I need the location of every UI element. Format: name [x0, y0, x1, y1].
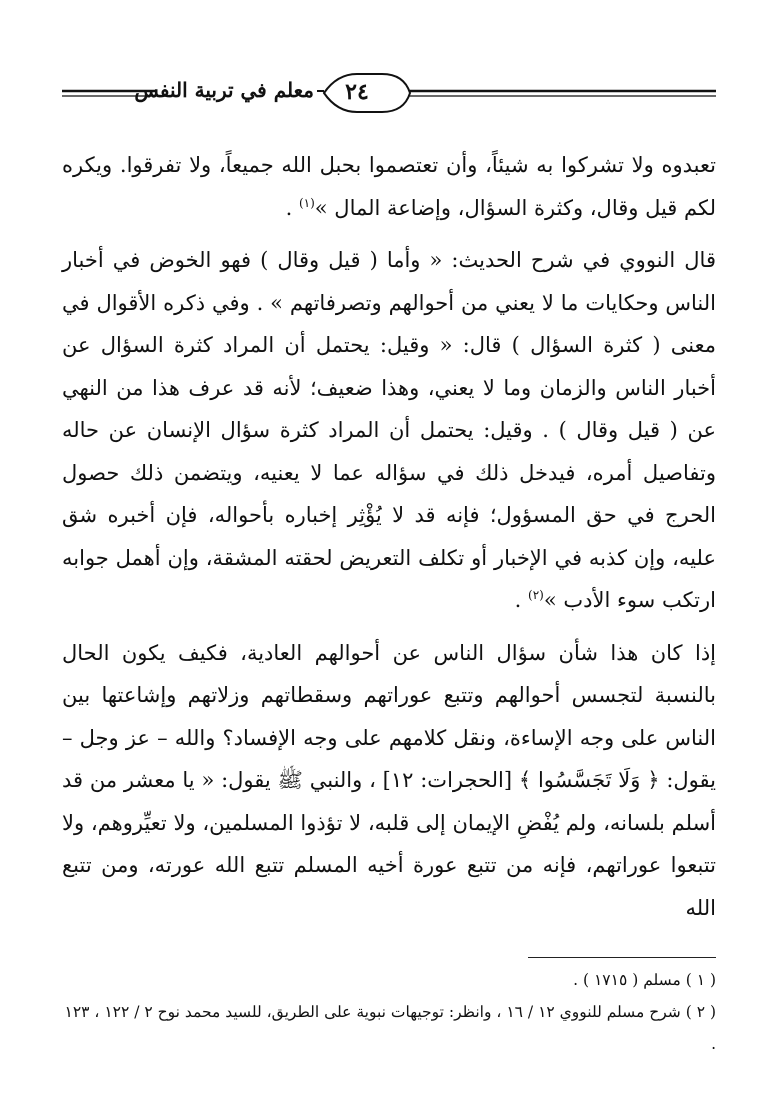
footnote-2: ( ٢ ) شرح مسلم للنووي ١٢ / ١٦ ، وانظر: توجيهات نبوية على الطريق، للسيد محمد نوح ٢ / ١٢٢ ، ١٢٣ . — [64, 1003, 716, 1053]
paragraph-tail: . — [514, 588, 528, 612]
paragraph-tail: . — [285, 195, 299, 220]
page-header — [62, 72, 716, 116]
footnote-divider — [528, 957, 716, 958]
paragraph-text: تعبدوه ولا تشركوا به شيئاً، وأن تعتصموا بحبل الله جميعاً، ولا تفرقوا. ويكره لكم قيل وقال، وكثرة السؤال، وإضاعة المال » — [62, 153, 716, 220]
paragraph-3 — [62, 632, 716, 930]
book-title: معلم في تربية النفس — [134, 78, 314, 102]
footnote-ref-2: (٢) — [528, 588, 544, 602]
paragraph-1 — [62, 144, 716, 229]
footnote-ref-1: (١) — [298, 195, 315, 210]
footnotes — [62, 964, 716, 1060]
footnote-1: ( ١ ) مسلم ( ١٧١٥ ) . — [573, 971, 716, 989]
page-number: ٢٤ — [345, 79, 369, 105]
paragraph-text: قال النووي في شرح الحديث: « وأما ( قيل وقال ) فهو الخوض في أخبار الناس وحكايات ما لا يعني من أحوالهم وتصرفاتهم » . وفي ذكره الأقوال في معنى ( كثرة السؤال ) قال: « وقيل: يحتمل أن المراد كثرة السؤال عن أخبار الناس والزمان وما لا يعني، وهذا ضعيف؛ لأنه قد عرف هذا من النهي عن ( قيل وقال ) . وقيل: يحتمل أن المراد كثرة سؤال الإنسان عن حاله وتفاصيل أمره، فيدخل ذلك في سؤاله عما لا يعنيه، ويتضمن ذلك حصول الحرج في حق المسؤول؛ فإنه قد لا يُؤْثِر إخباره بأحواله، فإن أخبره شق عليه، وإن كذبه في الإخبار أو تكلف التعريض لحقته المشقة، وإن أهمل جوابه ارتكب سوء الأدب » — [62, 248, 716, 612]
paragraph-2 — [62, 239, 716, 622]
main-text — [62, 144, 716, 929]
paragraph-text: إذا كان هذا شأن سؤال الناس عن أحوالهم العادية، فكيف يكون الحال بالنسبة لتجسس أحوالهم وتتبع عوراتهم وسقطاتهم وزلاتهم وإشاعتها بين الناس على وجه الإساءة، ونقل كلامهم على وجه الإفساد؟ والله – عز وجل – يقول: ﴿ وَلَا تَجَسَّسُوا ﴾ [الحجرات: ١٢] ، والنبي ﷺ يقول: « يا معشر من قد أسلم بلسانه، ولم يُفْضِ الإيمان إلى قلبه، لا تؤذوا المسلمين، ولا تعيِّروهم، ولا تتبعوا عوراتهم، فإنه من تتبع عورة أخيه المسلم تتبع الله عورته، ومن تتبع الله — [62, 640, 716, 920]
